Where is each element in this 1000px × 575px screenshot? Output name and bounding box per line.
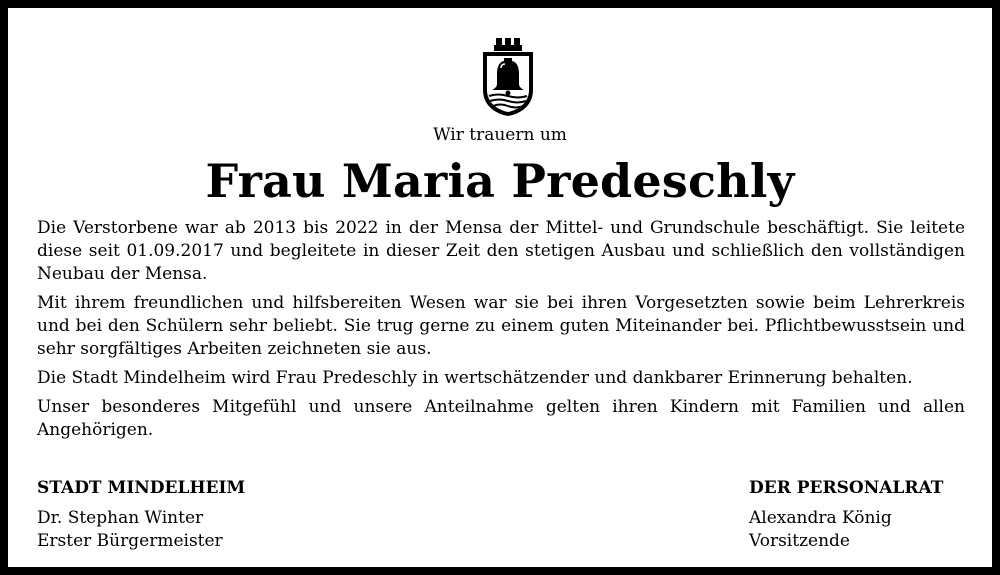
bell-tower-crest-icon bbox=[480, 34, 536, 118]
signature-org: DER PERSONALRAT bbox=[749, 478, 944, 498]
signature-name: Alexandra König bbox=[749, 508, 892, 528]
signature-name: Dr. Stephan Winter bbox=[37, 508, 204, 528]
signature-org: STADT MINDELHEIM bbox=[37, 478, 246, 498]
signature-city bbox=[37, 477, 245, 553]
obituary-body bbox=[37, 217, 965, 448]
signature-title: Erster Bürgermeister bbox=[37, 531, 223, 551]
signature-title: Vorsitzende bbox=[749, 531, 850, 551]
paragraph-character: Mit ihrem freundlichen und hilfsbereiten Wesen war sie bei ihren Vorgesetzten sowie beim Lehrerkreis und bei den Schülern sehr beliebt. Sie trug gerne zu einem guten Miteinander bei. Pflichtbewusstsein und sehr sorgfältiges Arbeiten zeichneten sie aus. bbox=[37, 293, 965, 359]
paragraph-remembrance: Die Stadt Mindelheim wird Frau Predeschly in wertschätzender und dankbarer Erinnerung behalten. bbox=[37, 368, 913, 388]
intro-line: Wir trauern um bbox=[433, 125, 567, 145]
paragraph-employment: Die Verstorbene war ab 2013 bis 2022 in der Mensa der Mittel- und Grundschule beschäftigt. Sie leitete diese seit 01.09.2017 und begleitete in dieser Zeit den stetigen Ausbau und schließlich den vollständigen Neubau der Mensa. bbox=[37, 218, 965, 284]
signature-staff-council bbox=[749, 477, 943, 553]
deceased-name: Frau Maria Predeschly bbox=[205, 154, 795, 208]
paragraph-condolences: Unser besonderes Mitgefühl und unsere Anteilnahme gelten ihren Kindern mit Familien und allen Angehörigen. bbox=[37, 397, 965, 440]
